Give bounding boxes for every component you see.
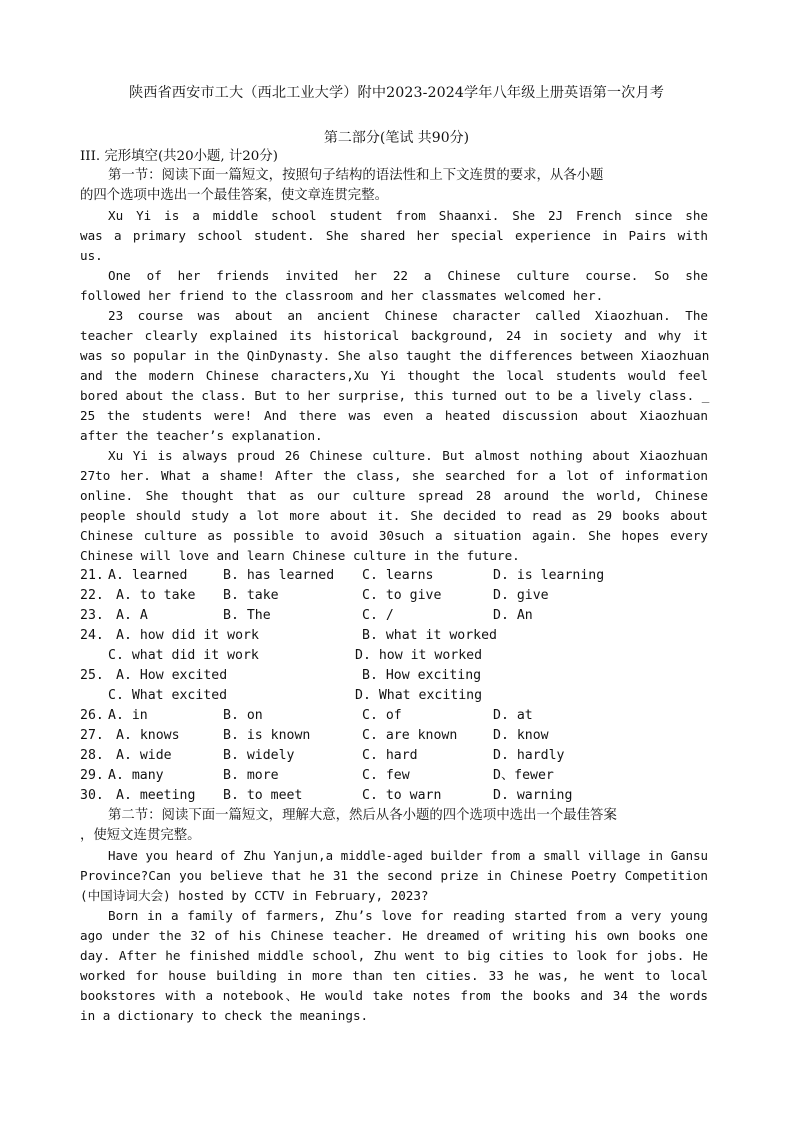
question-number: 23.: [80, 608, 104, 623]
passage-line: bookstores with a notebook、He would take notes from the books and 34 the words: [80, 988, 708, 1003]
passage-line: 23 course was about an ancient Chinese character called Xiaozhuan. The: [108, 308, 708, 323]
option-b: B. on: [223, 708, 263, 723]
option-c: C. are known: [362, 728, 458, 743]
passage-line: us.: [80, 248, 103, 263]
section2-instruction: 第二节：阅读下面一篇短文，理解大意，然后从各小题的四个选项中选出一个最佳答案: [108, 808, 617, 823]
passage-line: Born in a family of farmers, Zhu’s love for reading started from a very young: [108, 908, 708, 923]
option-c: C. to warn: [362, 788, 442, 803]
passage-line: 27to her. What a shame! After the class, she searched for a lot of information: [80, 468, 708, 483]
passage-line: Chinese will love and learn Chinese culture in the future.: [80, 548, 520, 563]
option-a: A. how did it work: [116, 628, 259, 643]
option-b: B. has learned: [223, 568, 335, 583]
option-b: B. widely: [223, 748, 295, 763]
option-d: D. What exciting: [355, 688, 483, 703]
passage-line: online. She thought that as our culture spread 28 around the world, Chinese: [80, 488, 708, 503]
passage-line: was so popular in the QinDynasty. She also taught the differences between Xiaozhuan: [80, 348, 710, 363]
option-d: D. An: [493, 608, 533, 623]
question-number: 24.: [80, 628, 104, 643]
option-b: B. The: [223, 608, 271, 623]
option-c: C. learns: [362, 568, 434, 583]
option-b: B. take: [223, 588, 279, 603]
option-a: A. meeting: [116, 788, 196, 803]
option-d: D. warning: [493, 788, 573, 803]
option-c: C. few: [362, 768, 410, 783]
passage-line: teacher clearly explained its historical background, 24 in society and why it: [80, 328, 708, 343]
option-d: D. hardly: [493, 748, 565, 763]
option-a: A. learned: [108, 568, 188, 583]
passage-line: after the teacher’s explanation.: [80, 428, 323, 443]
option-c: C. /: [362, 608, 394, 623]
option-c: C. what did it work: [108, 648, 259, 663]
option-d: D. at: [493, 708, 533, 723]
question-number: 22.: [80, 588, 104, 603]
option-b: B. more: [223, 768, 279, 783]
exam-title: 陕西省西安市工大（西北工业大学）附中2023-2024学年八年级上册英语第一次月考: [128, 85, 665, 101]
passage-line: Chinese culture as possible to avoid 30such a situation again. She hopes every: [80, 528, 708, 543]
option-b: B. is known: [223, 728, 311, 743]
option-c: C. hard: [362, 748, 418, 763]
question-number: 28.: [80, 748, 104, 763]
option-a: A. knows: [116, 728, 180, 743]
question-number: 26.: [80, 708, 104, 723]
option-a: A. How excited: [116, 668, 228, 683]
option-c: C. What excited: [108, 688, 228, 703]
option-b: B. How exciting: [362, 668, 482, 683]
passage-line: bored about the class. But to her surprise, this turned out to be a lively class. _: [80, 388, 710, 403]
passage-line: (中国诗词大会) hosted by CCTV in February, 2023?: [80, 888, 429, 903]
option-a: A. A: [116, 608, 148, 623]
passage-line: day. After he finished middle school, Zhu went to big cities to look for jobs. He: [80, 948, 708, 963]
question-number: 25.: [80, 668, 104, 683]
option-a: A. to take: [116, 588, 196, 603]
option-d: D. is learning: [493, 568, 605, 583]
option-a: A. many: [108, 768, 164, 783]
passage-line: people should study a lot more about it. She decided to read as 29 books about: [80, 508, 708, 523]
passage-line: ago under the 32 of his Chinese teacher. He dreamed of writing his own books one: [80, 928, 708, 943]
question-number: 27.: [80, 728, 104, 743]
passage-line: Province?Can you believe that he 31 the second prize in Chinese Poetry Competition: [80, 868, 708, 883]
option-d: D. give: [493, 588, 549, 603]
passage-line: 25 the students were! And there was even a heated discussion about Xiaozhuan: [80, 408, 708, 423]
passage-line: in a dictionary to check the meanings.: [80, 1008, 369, 1023]
passage-line: followed her friend to the classroom and her classmates welcomed her.: [80, 288, 604, 303]
section2-instruction: ，使短文连贯完整。: [80, 828, 201, 843]
option-b: B. what it worked: [362, 628, 497, 643]
question-number: 29.: [80, 768, 104, 783]
question-number: 30.: [80, 788, 104, 803]
passage-line: and the modern Chinese characters,Xu Yi thought the local students would feel: [80, 368, 708, 383]
option-b: B. to meet: [223, 788, 303, 803]
part-heading: III. 完形填空(共20小题, 计20分): [80, 149, 278, 164]
passage-line: worked for house building in more than ten cities. 33 he was, he went to local: [80, 968, 708, 983]
passage-line: was a primary school student. She shared her special experience in Pairs with: [80, 228, 708, 243]
option-d: D. know: [493, 728, 549, 743]
option-d: D、fewer: [493, 768, 554, 783]
passage-line: Have you heard of Zhu Yanjun,a middle-aged builder from a small village in Gansu: [108, 848, 708, 863]
section1-instruction: 第一节：阅读下面一篇短文，按照句子结构的语法性和上下文连贯的要求，从各小题: [108, 168, 604, 183]
option-d: D. how it worked: [355, 648, 483, 663]
section-heading: 第二部分(笔试 共90分): [323, 130, 470, 146]
option-c: C. to give: [362, 588, 442, 603]
option-a: A. in: [108, 708, 148, 723]
passage-line: Xu Yi is a middle school student from Shaanxi. She 2J French since she: [108, 208, 708, 223]
section1-instruction: 的四个选项中选出一个最佳答案，使文章连贯完整。: [80, 188, 388, 203]
passage-line: One of her friends invited her 22 a Chinese culture course. So she: [108, 268, 708, 283]
question-number: 21.: [80, 568, 104, 583]
option-a: A. wide: [116, 748, 172, 763]
passage-line: Xu Yi is always proud 26 Chinese culture. But almost nothing about Xiaozhuan: [108, 448, 708, 463]
option-c: C. of: [362, 708, 402, 723]
